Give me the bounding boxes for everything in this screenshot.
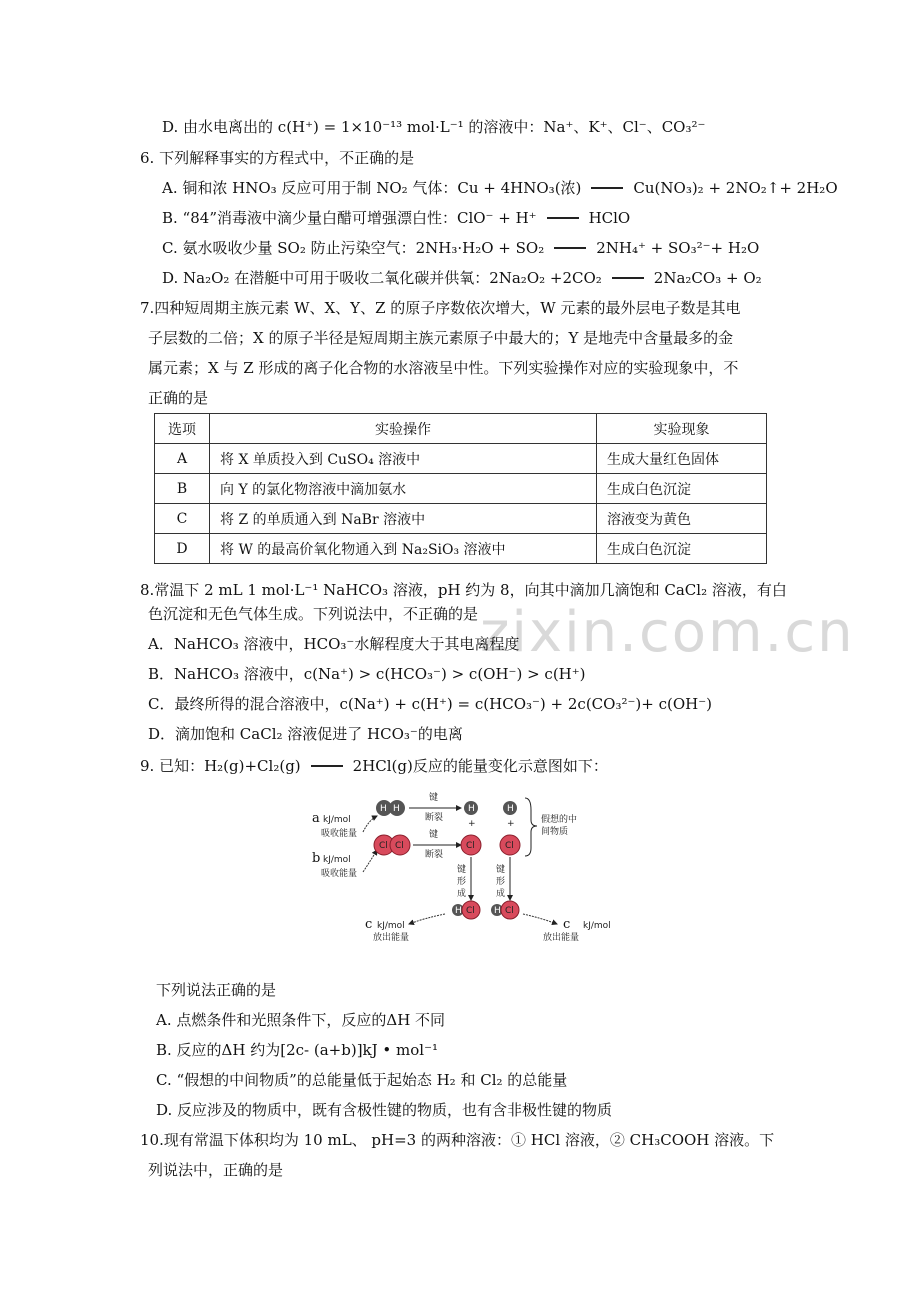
label-a-unit: kJ/mol xyxy=(323,815,351,825)
q9-option-c: C. “假想的中间物质”的总能量低于起始态 H₂ 和 Cl₂ 的总能量 xyxy=(156,1071,568,1089)
equals-bar xyxy=(554,247,586,249)
q6-option-d xyxy=(162,268,762,288)
energy-diagram xyxy=(305,790,625,950)
form-label-1: 键 xyxy=(457,865,467,875)
equals-bar xyxy=(547,217,579,219)
label-b-unit: kJ/mol xyxy=(323,855,351,865)
hypothetical-label-2: 间物质 xyxy=(541,827,569,837)
form-label-5: 形 xyxy=(496,877,506,887)
label-c-left: c xyxy=(365,917,373,932)
q9-question: 下列说法正确的是 xyxy=(156,981,277,999)
form-label-2: 形 xyxy=(457,877,467,887)
h-label: H xyxy=(494,906,501,916)
break-label-2: 断裂 xyxy=(425,813,444,823)
q9-left: 9. 已知：H₂(g)+Cl₂(g) xyxy=(140,757,301,775)
cl-label: Cl xyxy=(466,841,475,851)
q9-right: 2HCl(g)反应的能量变化示意图如下： xyxy=(352,757,608,775)
label-b-absorb: 吸收能量 xyxy=(321,869,358,879)
label-c-right-unit: kJ/mol xyxy=(583,921,611,931)
q8-option-b: B．NaHCO₃ 溶液中，c(Na⁺) > c(HCO₃⁻) > c(OH⁻) > c(H⁺) xyxy=(148,665,586,683)
cell-operation: 将 W 的最高价氧化物通入到 Na₂SiO₃ 溶液中 xyxy=(210,534,597,564)
label-c-right: c xyxy=(563,917,571,932)
cell-option: C xyxy=(155,504,210,534)
q6-option-b xyxy=(162,208,630,228)
cell-phenomenon: 生成大量红色固体 xyxy=(597,444,767,474)
break-label-3: 键 xyxy=(429,830,439,840)
h-label: H xyxy=(380,804,387,814)
table-row xyxy=(155,534,767,564)
equals-bar xyxy=(591,187,623,189)
q8-option-a: A．NaHCO₃ 溶液中，HCO₃⁻水解程度大于其电离程度 xyxy=(148,635,520,653)
q6a-right: Cu(NO₃)₂ + 2NO₂↑+ 2H₂O xyxy=(633,179,838,197)
cell-operation: 将 Z 的单质通入到 NaBr 溶液中 xyxy=(210,504,597,534)
break-label-1: 键 xyxy=(429,793,439,803)
q5-option-d: D. 由水电离出的 c(H⁺) = 1×10⁻¹³ mol·L⁻¹ 的溶液中：Na⁺、K⁺、Cl⁻、CO₃²⁻ xyxy=(162,118,706,136)
cell-phenomenon: 生成白色沉淀 xyxy=(597,474,767,504)
cl-label: Cl xyxy=(505,841,514,851)
equals-bar xyxy=(311,765,343,767)
q9-option-a: A. 点燃条件和光照条件下，反应的ΔH 不同 xyxy=(156,1011,446,1029)
q6c-left: C. 氨水吸收少量 SO₂ 防止污染空气：2NH₃·H₂O + SO₂ xyxy=(162,239,545,257)
break-label-4: 断裂 xyxy=(425,850,444,860)
q8-stem-1: 8.常温下 2 mL 1 mol·L⁻¹ NaHCO₃ 溶液，pH 约为 8，向其中滴加几滴饱和 CaCl₂ 溶液，有白 xyxy=(140,581,787,599)
label-a-absorb: 吸收能量 xyxy=(321,829,358,839)
cell-option: D xyxy=(155,534,210,564)
cl-label: Cl xyxy=(395,841,404,851)
h-label: H xyxy=(468,804,475,814)
q7-table xyxy=(154,413,767,564)
equals-bar xyxy=(612,277,644,279)
q7-stem-2: 子层数的二倍；X 的原子半径是短周期主族元素原子中最大的；Y 是地壳中含量最多的金 xyxy=(148,329,734,347)
cell-option: A xyxy=(155,444,210,474)
q7-stem-1: 7.四种短周期主族元素 W、X、Y、Z 的原子序数依次增大，W 元素的最外层电子数是其电 xyxy=(140,299,741,317)
q6b-left: B. “84”消毒液中滴少量白醋可增强漂白性：ClO⁻ + H⁺ xyxy=(162,209,537,227)
form-label-6: 成 xyxy=(496,889,506,899)
q9-option-d: D. 反应涉及的物质中，既有含极性键的物质，也有含非极性键的物质 xyxy=(156,1101,613,1119)
q9-stem xyxy=(140,756,608,776)
q6-option-c xyxy=(162,238,759,258)
table-row xyxy=(155,444,767,474)
q9-option-b: B. 反应的ΔH 约为[2c- (a+b)]kJ • mol⁻¹ xyxy=(156,1041,439,1059)
plus-sign: + xyxy=(468,819,476,829)
plus-sign: + xyxy=(507,819,515,829)
q8-stem-2: 色沉淀和无色气体生成。下列说法中，不正确的是 xyxy=(148,605,479,623)
cell-phenomenon: 生成白色沉淀 xyxy=(597,534,767,564)
cell-phenomenon: 溶液变为黄色 xyxy=(597,504,767,534)
form-label-4: 键 xyxy=(496,865,506,875)
q6d-left: D. Na₂O₂ 在潜艇中可用于吸收二氧化碳并供氧：2Na₂O₂ +2CO₂ xyxy=(162,269,602,287)
wavy-arrow-c-right xyxy=(523,914,557,924)
cl-label: Cl xyxy=(505,906,514,916)
label-c-right-release: 放出能量 xyxy=(543,933,580,943)
table-header-row xyxy=(155,414,767,444)
q10-stem-1: 10.现有常温下体积均为 10 mL、 pH=3 的两种溶液：① HCl 溶液，② CH₃COOH 溶液。下 xyxy=(140,1131,775,1149)
cell-operation: 将 X 单质投入到 CuSO₄ 溶液中 xyxy=(210,444,597,474)
q8-option-d: D．滴加饱和 CaCl₂ 溶液促进了 HCO₃⁻的电离 xyxy=(148,725,463,743)
q6c-right: 2NH₄⁺ + SO₃²⁻+ H₂O xyxy=(596,239,760,257)
q10-stem-2: 列说法中，正确的是 xyxy=(148,1161,284,1179)
hypothetical-brace xyxy=(525,798,537,856)
q8-option-c: C．最终所得的混合溶液中，c(Na⁺) + c(H⁺) = c(HCO₃⁻) + 2c(CO₃²⁻)+ c(OH⁻) xyxy=(148,695,712,713)
hypothetical-label-1: 假想的中 xyxy=(541,815,578,825)
q7-stem-3: 属元素；X 与 Z 形成的离子化合物的水溶液呈中性。下列实验操作对应的实验现象中，不 xyxy=(148,359,739,377)
cl-label: Cl xyxy=(379,841,388,851)
h-label: H xyxy=(507,804,514,814)
header-operation: 实验操作 xyxy=(210,414,597,444)
form-label-3: 成 xyxy=(457,889,467,899)
q7-stem-4: 正确的是 xyxy=(148,389,209,407)
label-b: b xyxy=(312,851,321,866)
header-phenomenon: 实验现象 xyxy=(597,414,767,444)
wavy-arrow-c-left xyxy=(409,914,445,924)
q6b-right: HClO xyxy=(588,209,631,227)
h-label: H xyxy=(455,906,462,916)
cl-label: Cl xyxy=(466,906,475,916)
label-a: a xyxy=(312,811,320,826)
cell-operation: 向 Y 的氯化物溶液中滴加氨水 xyxy=(210,474,597,504)
table-row xyxy=(155,504,767,534)
cell-option: B xyxy=(155,474,210,504)
table-row xyxy=(155,474,767,504)
wavy-arrow-a xyxy=(363,816,377,832)
wavy-arrow-b xyxy=(363,850,377,872)
label-c-left-unit: kJ/mol xyxy=(377,921,405,931)
header-option: 选项 xyxy=(155,414,210,444)
q6a-left: A. 铜和浓 HNO₃ 反应可用于制 NO₂ 气体：Cu + 4HNO₃(浓) xyxy=(162,179,582,197)
watermark: zixin.com.cn xyxy=(480,600,855,665)
q6-option-a xyxy=(162,178,838,198)
h-label: H xyxy=(393,804,400,814)
q6-stem: 6. 下列解释事实的方程式中，不正确的是 xyxy=(140,149,415,167)
q6d-right: 2Na₂CO₃ + O₂ xyxy=(653,269,762,287)
label-c-left-release: 放出能量 xyxy=(373,933,410,943)
